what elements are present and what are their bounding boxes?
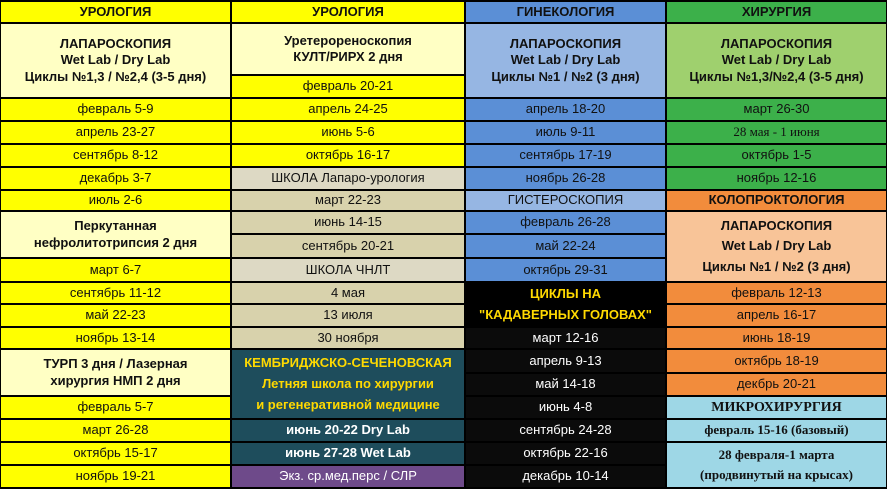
course-title-school-chnlt: ШКОЛА ЧНЛТ bbox=[231, 258, 465, 282]
course-title-nephrolithotripsy: Перкутанная нефролитотрипсия 2 дня bbox=[0, 211, 231, 258]
course-title-school-lap: ШКОЛА Лапаро-урология bbox=[231, 167, 465, 190]
course-title-ureteroscopy: Уретерореноскопия КУЛТ/РИРХ 2 дня bbox=[231, 23, 465, 75]
section-header-coloproctology: КОЛОПРОКТОЛОГИЯ bbox=[666, 190, 887, 211]
date-cell: март 22-23 bbox=[231, 190, 465, 211]
column-header: УРОЛОГИЯ bbox=[0, 1, 231, 23]
date-cell: февраль 12-13 bbox=[666, 282, 887, 304]
date-cell: апрель 23-27 bbox=[0, 121, 231, 144]
date-cell: июнь 18-19 bbox=[666, 327, 887, 349]
date-cell: ноябрь 26-28 bbox=[465, 167, 666, 190]
date-cell: март 6-7 bbox=[0, 258, 231, 282]
course-title-procto-laparoscopy: ЛАПАРОСКОПИЯ Wet Lab / Dry Lab Циклы №1 / №2 (3 дня) bbox=[666, 211, 887, 282]
date-cell: май 22-23 bbox=[0, 304, 231, 327]
date-cell: июнь 4-8 bbox=[465, 396, 666, 419]
date-cell: октябрь 22-16 bbox=[465, 442, 666, 465]
date-cell: апрель 16-17 bbox=[666, 304, 887, 327]
date-cell: март 26-28 bbox=[0, 419, 231, 442]
date-cell: март 26-30 bbox=[666, 98, 887, 121]
course-title-hysteroscopy: ГИСТЕРОСКОПИЯ bbox=[465, 190, 666, 211]
date-cell: 28 мая - 1 июня bbox=[666, 121, 887, 144]
date-cell: февраль 20-21 bbox=[231, 75, 465, 98]
date-cell: февраль 5-7 bbox=[0, 396, 231, 419]
course-title-laparoscopy: ЛАПАРОСКОПИЯ Wet Lab / Dry Lab Циклы №1 / №2 (3 дня) bbox=[465, 23, 666, 98]
date-cell: июль 2-6 bbox=[0, 190, 231, 211]
column-urology-2 bbox=[231, 0, 465, 489]
column-surgery bbox=[666, 0, 887, 489]
column-header: УРОЛОГИЯ bbox=[231, 1, 465, 23]
date-cell: октябрь 29-31 bbox=[465, 258, 666, 282]
date-cell: сентябрь 24-28 bbox=[465, 419, 666, 442]
column-header: ГИНЕКОЛОГИЯ bbox=[465, 1, 666, 23]
date-cell: ноябрь 12-16 bbox=[666, 167, 887, 190]
date-cell: сентябрь 20-21 bbox=[231, 234, 465, 258]
date-cell: декабрь 3-7 bbox=[0, 167, 231, 190]
date-cell: октябрь 1-5 bbox=[666, 144, 887, 167]
section-header-microsurgery: МИКРОХИРУРГИЯ bbox=[666, 396, 887, 419]
date-cell: декабрь 10-14 bbox=[465, 465, 666, 488]
date-cell: март 12-16 bbox=[465, 327, 666, 349]
course-title-cambridge: КЕМБРИДЖСКО-СЕЧЕНОВСКАЯ Летняя школа по хирургии и регенеративной медицине bbox=[231, 349, 465, 419]
date-cell: июль 9-11 bbox=[465, 121, 666, 144]
date-cell: май 14-18 bbox=[465, 373, 666, 396]
date-cell: сентябрь 11-12 bbox=[0, 282, 231, 304]
date-cell: ноябрь 13-14 bbox=[0, 327, 231, 349]
column-urology-1 bbox=[0, 0, 231, 489]
course-title-cadaver: ЦИКЛЫ НА "КАДАВЕРНЫХ ГОЛОВАХ" bbox=[465, 282, 666, 327]
course-title-turp: ТУРП 3 дня / Лазерная хирургия НМП 2 дня bbox=[0, 349, 231, 396]
date-cell: 30 ноября bbox=[231, 327, 465, 349]
date-cell: 4 мая bbox=[231, 282, 465, 304]
course-title-exam: Экз. ср.мед.перс / СЛР bbox=[231, 465, 465, 488]
column-header: ХИРУРГИЯ bbox=[666, 1, 887, 23]
date-cell: декбрь 20-21 bbox=[666, 373, 887, 396]
column-gynecology bbox=[465, 0, 666, 489]
date-cell: май 22-24 bbox=[465, 234, 666, 258]
date-cell: ноябрь 19-21 bbox=[0, 465, 231, 488]
date-cell: апрель 9-13 bbox=[465, 349, 666, 373]
date-cell: июнь 20-22 Dry Lab bbox=[231, 419, 465, 442]
date-cell: октябрь 18-19 bbox=[666, 349, 887, 373]
date-cell: февраль 15-16 (базовый) bbox=[666, 419, 887, 442]
date-cell: октябрь 16-17 bbox=[231, 144, 465, 167]
date-cell-advanced: 28 февраля-1 марта (продвинутый на крысах) bbox=[666, 442, 887, 488]
course-title-laparoscopy: ЛАПАРОСКОПИЯ Wet Lab / Dry Lab Циклы №1,3/№2,4 (3-5 дня) bbox=[666, 23, 887, 98]
date-cell: июнь 27-28 Wet Lab bbox=[231, 442, 465, 465]
date-cell: апрель 18-20 bbox=[465, 98, 666, 121]
date-cell: сентябрь 8-12 bbox=[0, 144, 231, 167]
date-cell: 13 июля bbox=[231, 304, 465, 327]
date-cell: июнь 14-15 bbox=[231, 211, 465, 234]
date-cell: апрель 24-25 bbox=[231, 98, 465, 121]
date-cell: октябрь 15-17 bbox=[0, 442, 231, 465]
date-cell: июнь 5-6 bbox=[231, 121, 465, 144]
course-title-laparoscopy: ЛАПАРОСКОПИЯ Wet Lab / Dry Lab Циклы №1,3 / №2,4 (3-5 дня) bbox=[0, 23, 231, 98]
date-cell: февраль 5-9 bbox=[0, 98, 231, 121]
date-cell: февраль 26-28 bbox=[465, 211, 666, 234]
date-cell: сентябрь 17-19 bbox=[465, 144, 666, 167]
